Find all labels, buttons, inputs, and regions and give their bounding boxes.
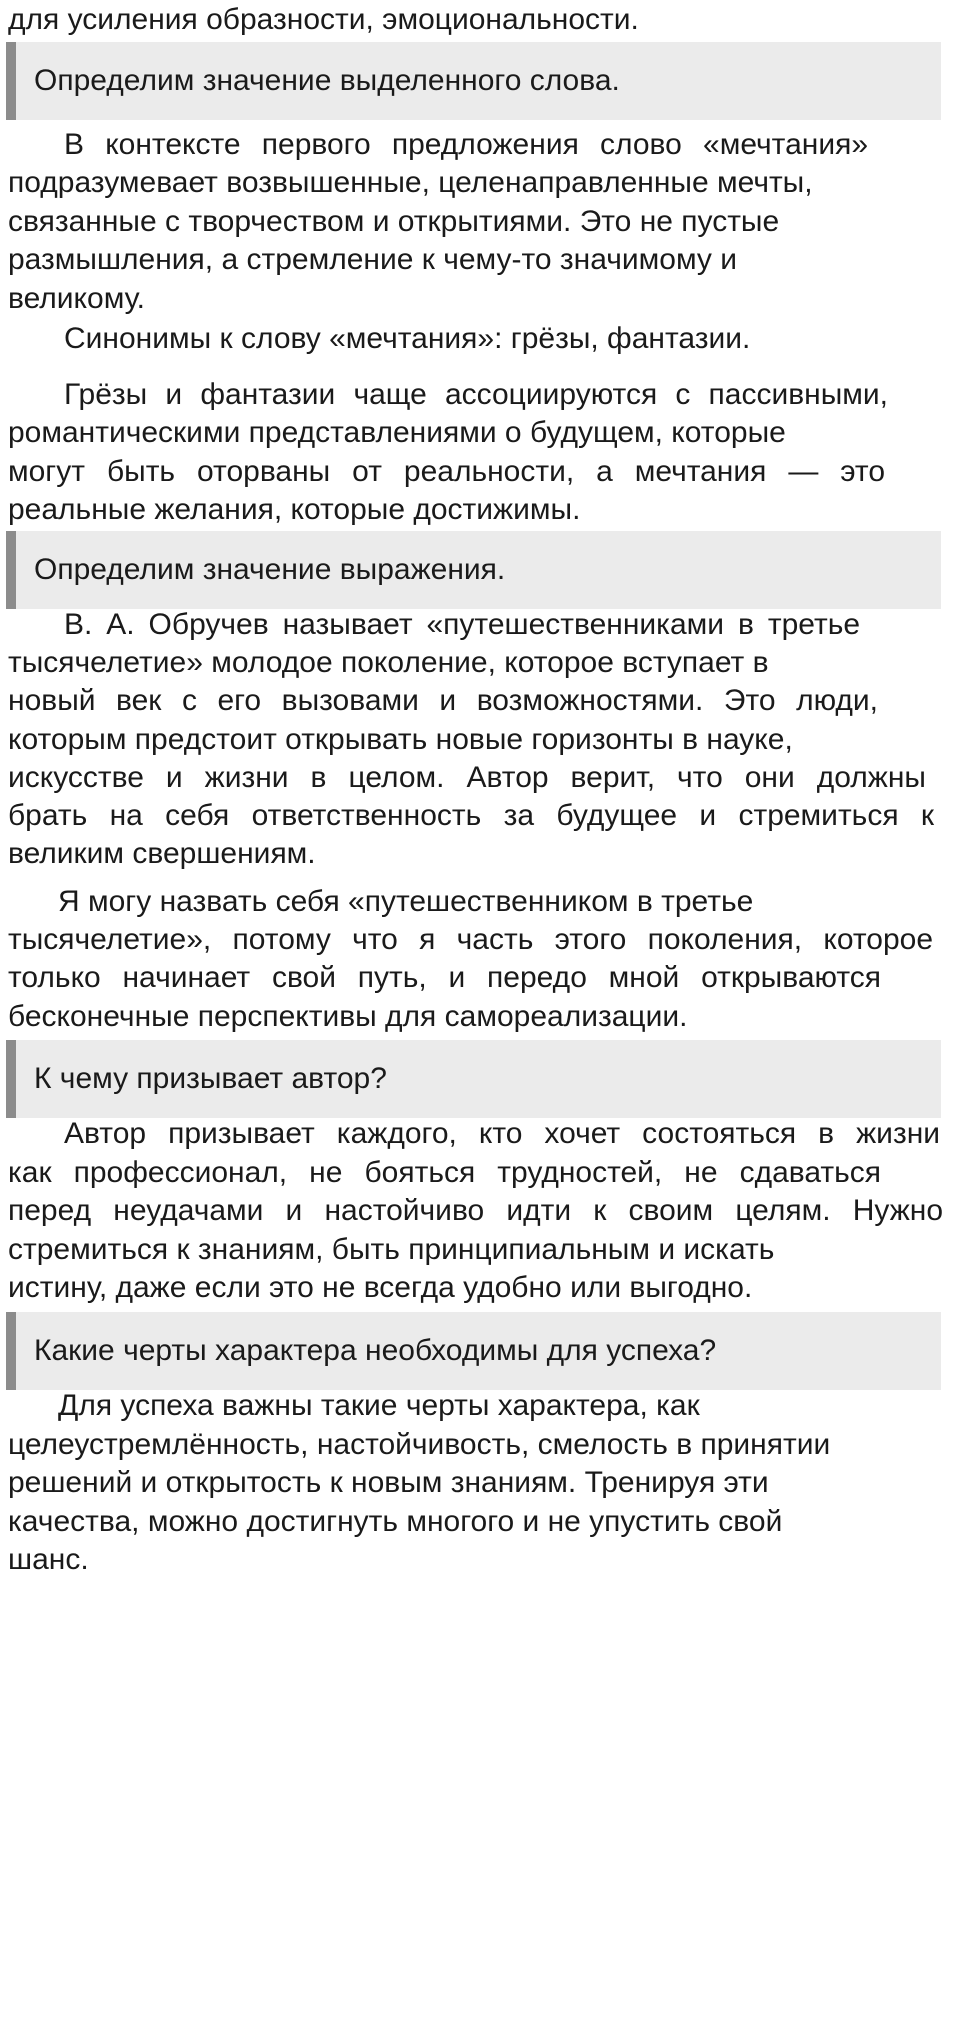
paragraph-line: шанс.	[8, 1543, 89, 1576]
paragraph-line: только начинает свой путь, и передо мной открываются	[8, 961, 881, 995]
heading-expression-meaning-text: Определим значение выражения.	[34, 553, 506, 586]
heading-character-traits	[6, 1312, 941, 1390]
heading-expression-meaning	[6, 531, 941, 609]
paragraph-line: для усиления образности, эмоциональности.	[8, 3, 639, 36]
paragraph-line: размышления, а стремление к чему-то значимому и	[8, 243, 738, 277]
paragraph-line: Для успеха важны такие черты характера, как	[58, 1389, 700, 1422]
heading-author-call-text: К чему призывает автор?	[34, 1062, 387, 1095]
heading-word-meaning-text: Определим значение выделенного слова.	[34, 64, 620, 97]
paragraph-line: Грёзы и фантазии чаще ассоциируются с пассивными,	[64, 378, 889, 411]
paragraph-line: искусстве и жизни в целом. Автор верит, что они должны	[8, 760, 926, 794]
paragraph-line: тысячелетие», потому что я часть этого поколения, которое	[8, 923, 933, 957]
heading-character-traits-text: Какие черты характера необходимы для успеха?	[34, 1334, 717, 1367]
paragraph-line: качества, можно достигнуть многого и не упустить свой	[8, 1504, 783, 1538]
paragraph-line: В. А. Обручев называет «путешественниками в третье	[64, 608, 861, 641]
paragraph-line: которым предстоит открывать новые горизонты в науке,	[8, 722, 793, 756]
paragraph-line: как профессионал, не бояться трудностей, не сдаваться	[8, 1155, 882, 1189]
paragraph-line: великим свершениям.	[8, 837, 316, 871]
paragraph-line: решений и открытость к новым знаниям. Тренируя эти	[8, 1466, 769, 1499]
paragraph-line: романтическими представлениями о будущем, которые	[8, 416, 786, 450]
paragraph-line: могут быть оторваны от реальности, а мечтания — это	[8, 454, 886, 488]
paragraph-line: реальные желания, которые достижимы.	[8, 493, 581, 527]
paragraph-line: великому.	[8, 281, 145, 315]
paragraph-line: В контексте первого предложения слово «мечтания»	[64, 128, 869, 161]
paragraph-line: связанные с творчеством и открытиями. Это не пустые	[8, 204, 780, 238]
paragraph-line: истину, даже если это не всегда удобно или выгодно.	[8, 1271, 753, 1304]
paragraph-line: целеустремлённость, настойчивость, смелость в принятии	[8, 1427, 831, 1461]
paragraph-line: брать на себя ответственность за будущее и стремиться к	[8, 799, 935, 832]
paragraph-line: Я могу назвать себя «путешественником в третье	[58, 885, 754, 918]
heading-author-call	[6, 1040, 941, 1118]
paragraph-line: перед неудачами и настойчиво идти к своим целям. Нужно	[8, 1194, 944, 1227]
paragraph-line: стремиться к знаниям, быть принципиальным и искать	[8, 1232, 775, 1266]
paragraph-line: тысячелетие» молодое поколение, которое вступает в	[8, 646, 769, 680]
paragraph-line: подразумевает возвышенные, целенаправленные мечты,	[8, 166, 813, 200]
heading-word-meaning	[6, 42, 941, 120]
paragraph-line: новый век с его вызовами и возможностями. Это люди,	[8, 684, 879, 718]
paragraph-line: бесконечные перспективы для самореализации.	[8, 999, 688, 1033]
paragraph-line: Автор призывает каждого, кто хочет состояться в жизни	[64, 1117, 941, 1150]
paragraph-line: Синонимы к слову «мечтания»: грёзы, фантазии.	[64, 322, 751, 355]
